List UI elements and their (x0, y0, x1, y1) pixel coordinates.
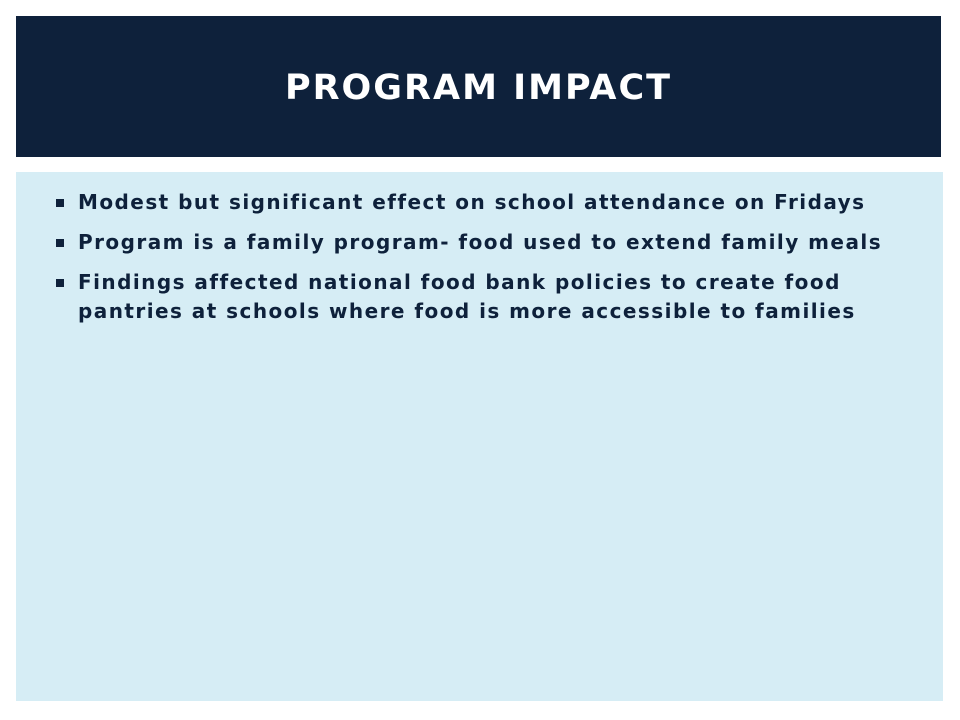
content-panel (16, 172, 943, 701)
slide-title: PROGRAM IMPACT (284, 67, 673, 108)
bullet-item (56, 268, 896, 326)
bullet-list (56, 188, 896, 337)
bullet-text: Modest but significant effect on school attendance on Fridays (78, 190, 866, 214)
bullet-text: Findings affected national food bank policies to create food pantries at schools where food is more accessible to families (78, 270, 856, 323)
title-bar (16, 16, 941, 157)
square-bullet-icon (56, 199, 64, 207)
square-bullet-icon (56, 239, 64, 247)
bullet-text: Program is a family program- food used to extend family meals (78, 230, 883, 254)
bullet-item (56, 228, 896, 257)
bullet-item (56, 188, 896, 217)
square-bullet-icon (56, 279, 64, 287)
